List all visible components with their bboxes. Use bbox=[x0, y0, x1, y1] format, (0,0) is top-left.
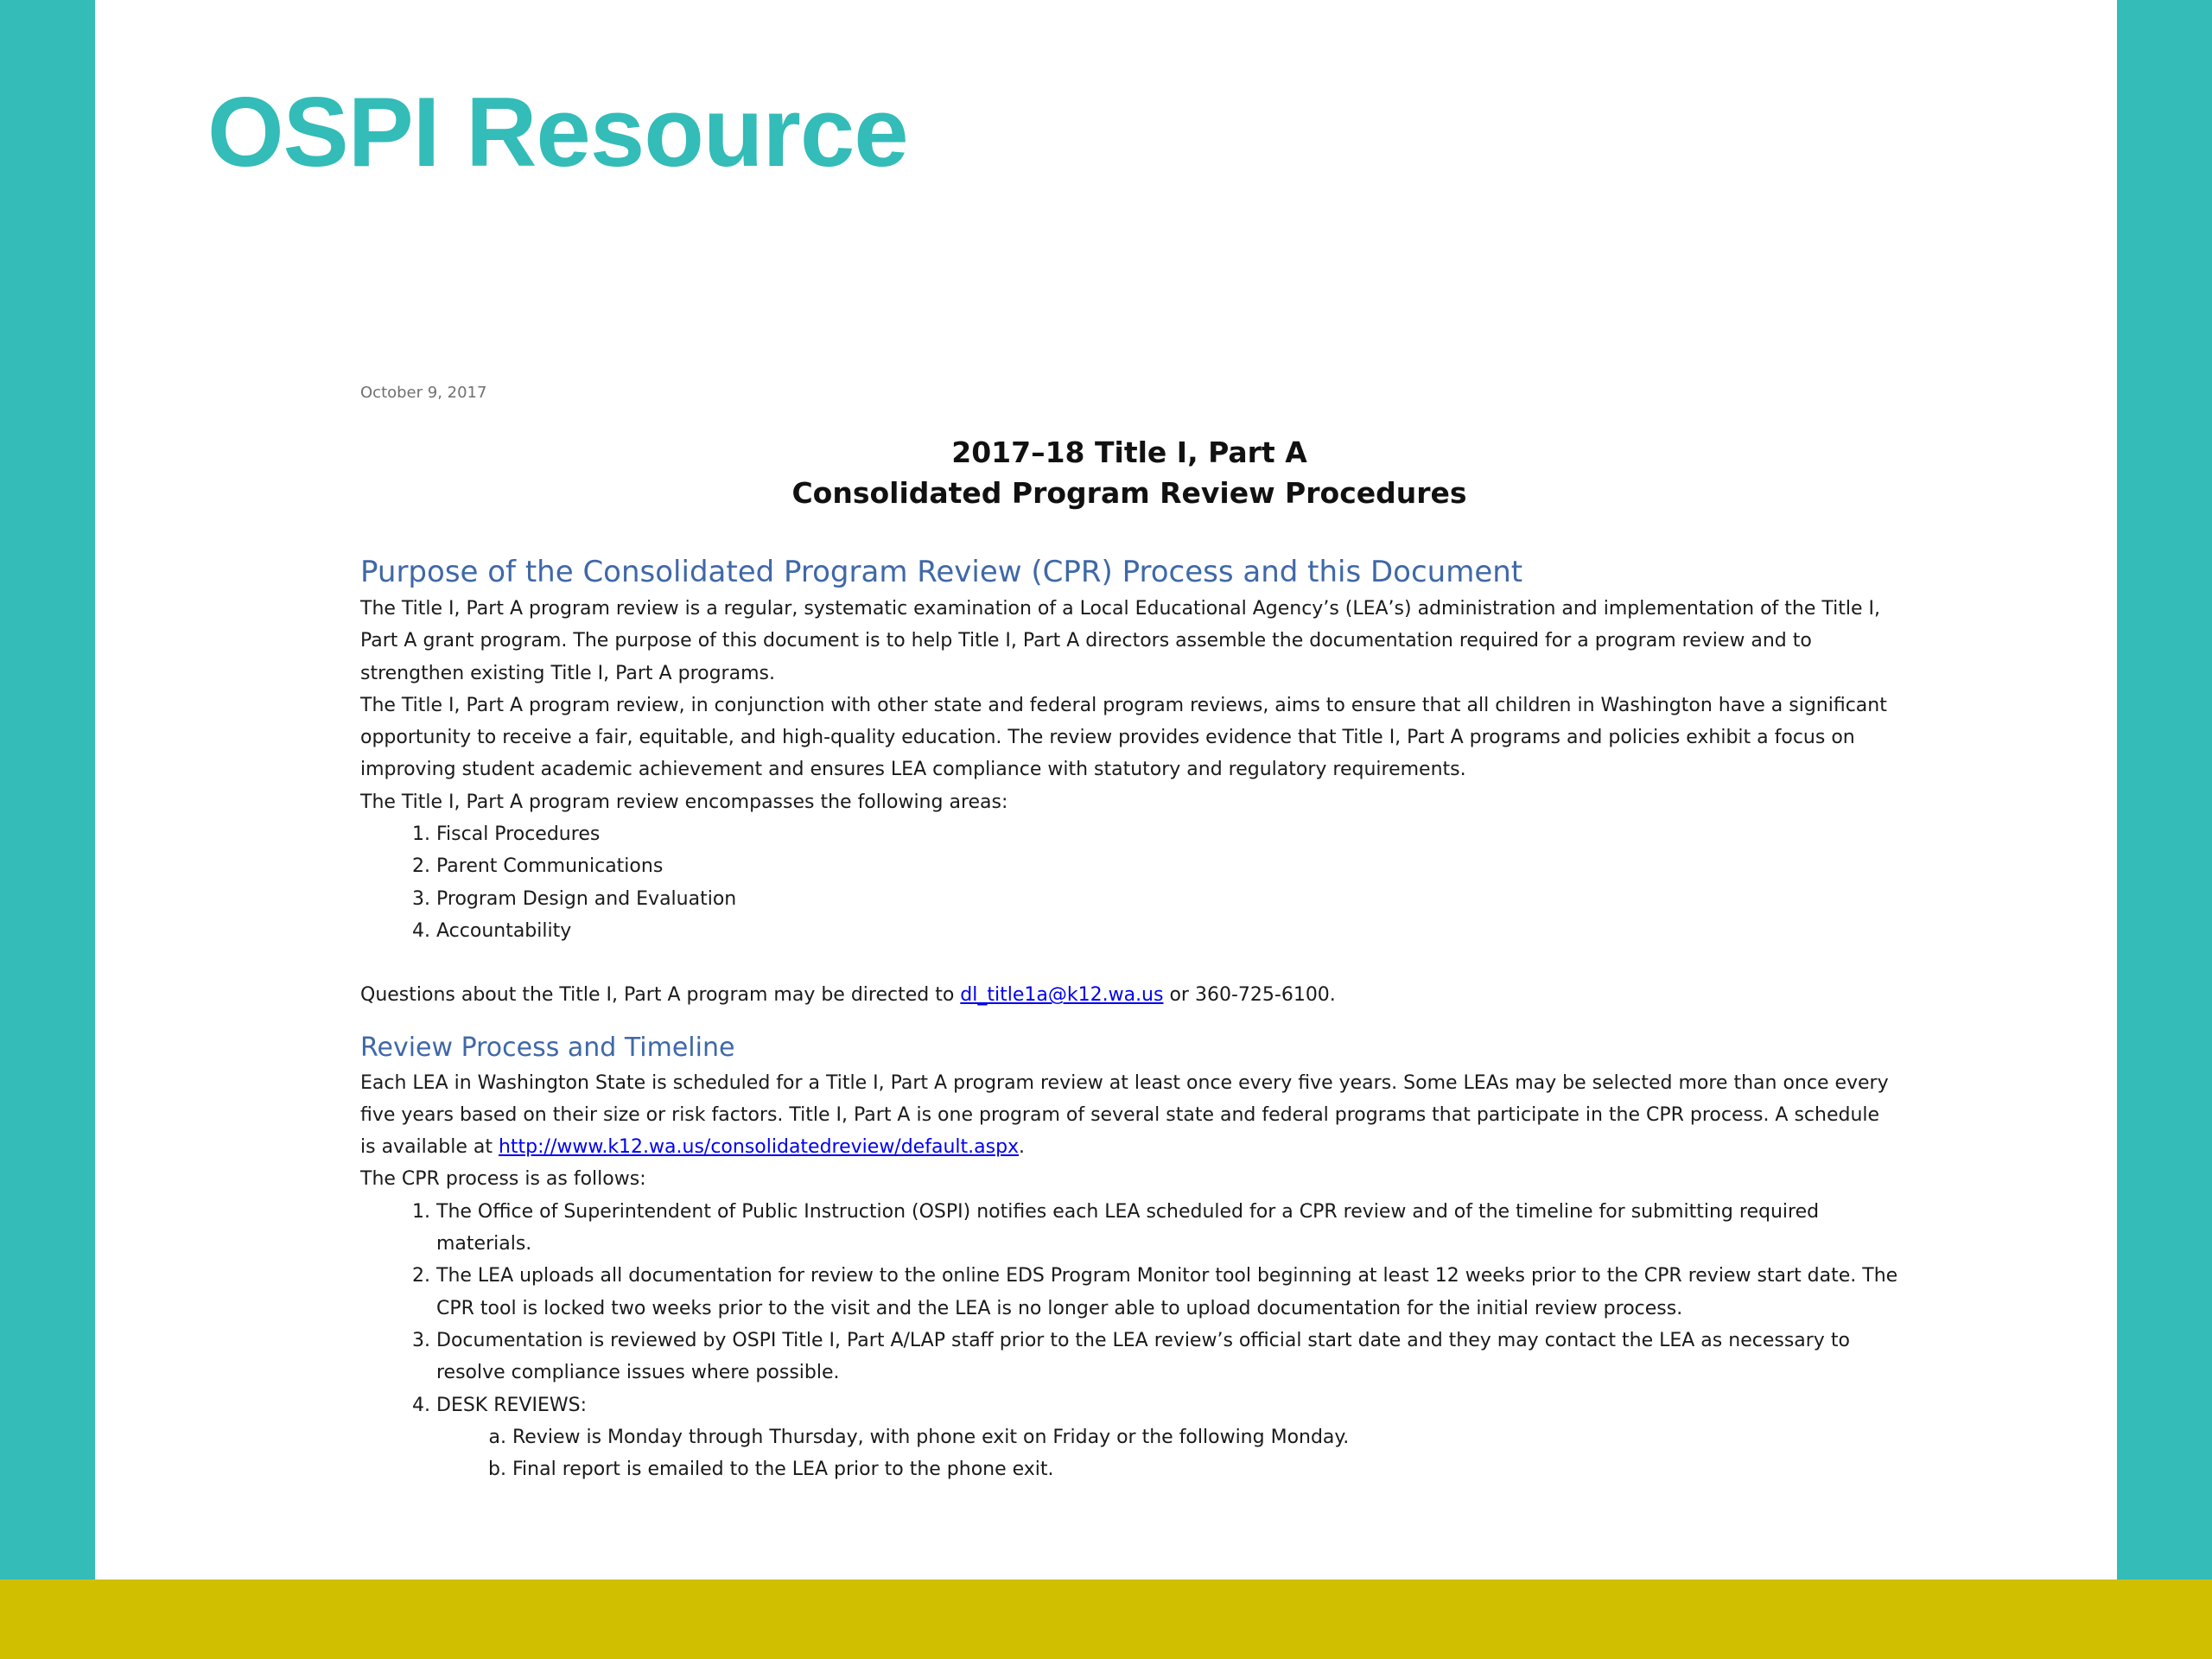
questions-paragraph bbox=[360, 979, 1898, 1011]
list-item: 3. Program Design and Evaluation bbox=[436, 883, 1898, 915]
section-heading-purpose: Purpose of the Consolidated Program Review (CPR) Process and this Document bbox=[360, 555, 1523, 589]
review-process-paragraph-1 bbox=[360, 1067, 1898, 1164]
list-item: 3. Documentation is reviewed by OSPI Title I, Part A/LAP staff prior to the LEA review’s official start date and they may contact the LEA as necessary to resolve compliance issues where possible. bbox=[436, 1325, 1898, 1389]
list-item: 4. Accountability bbox=[436, 915, 1898, 947]
list-item: a. Review is Monday through Thursday, with phone exit on Friday or the following Monday. bbox=[512, 1421, 1898, 1453]
purpose-paragraph-1: The Title I, Part A program review is a regular, systematic examination of a Local Educational Agency’s (LEA’s) administration and implementation of the Title I, Part A grant program. The purpose of this document is to help Title I, Part A directors assemble the documentation required for a program review and to strengthen existing Title I, Part A programs. bbox=[360, 598, 1880, 684]
cpr-steps-list bbox=[360, 1196, 1898, 1486]
list-item: 1. The Office of Superintendent of Public Instruction (OSPI) notifies each LEA scheduled for a CPR review and of the timeline for submitting required materials. bbox=[436, 1196, 1898, 1261]
slide-title: OSPI Resource bbox=[207, 78, 908, 188]
contact-email-link[interactable]: dl_title1a@k12.wa.us bbox=[960, 984, 1164, 1007]
purpose-paragraph-3: The Title I, Part A program review encompasses the following areas: bbox=[360, 791, 1008, 813]
document-title bbox=[360, 432, 1898, 513]
review-process-paragraph-2: The CPR process is as follows: bbox=[360, 1168, 646, 1191]
desk-reviews-label: DESK REVIEWS: bbox=[436, 1394, 587, 1416]
document-image bbox=[360, 375, 1898, 1485]
bottom-accent-bar bbox=[0, 1580, 2212, 1659]
questions-prefix: Questions about the Title I, Part A program may be directed to bbox=[360, 984, 961, 1007]
list-item: 2. Parent Communications bbox=[436, 850, 1898, 882]
review-process-text: Each LEA in Washington State is scheduled for a Title I, Part A program review at least once every five years. Some LEAs may be selected more than once every five years based on their size or risk factors. Title I, Part A is one program of several state and federal programs that participate in the CPR process. A schedule is available at bbox=[360, 1071, 1889, 1159]
list-item: 2. The LEA uploads all documentation for review to the online EDS Program Monitor tool beginning at least 12 weeks prior to the CPR review start date. The CPR tool is locked two weeks prior to the visit and the LEA is no longer able to upload documentation for the initial review process. bbox=[436, 1260, 1898, 1325]
schedule-link[interactable]: http://www.k12.wa.us/consolidatedreview/default.aspx bbox=[498, 1136, 1020, 1159]
purpose-paragraph-2: The Title I, Part A program review, in conjunction with other state and federal program reviews, aims to ensure that all children in Washington have a significant opportunity to receive a fair, equitable, and high-quality education. The review provides evidence that Title I, Part A programs and policies exhibit a focus on improving student academic achievement and ensures LEA compliance with statutory and regulatory requirements. bbox=[360, 694, 1887, 781]
list-item bbox=[436, 1389, 1898, 1486]
section-heading-review-process: Review Process and Timeline bbox=[360, 1032, 735, 1063]
document-title-line-1: 2017–18 Title I, Part A bbox=[951, 435, 1307, 469]
questions-suffix: or 360-725-6100. bbox=[1163, 984, 1336, 1007]
list-item: b. Final report is emailed to the LEA prior to the phone exit. bbox=[512, 1453, 1898, 1485]
list-item: 1. Fiscal Procedures bbox=[436, 818, 1898, 850]
review-areas-list bbox=[360, 818, 1898, 947]
review-process-end: . bbox=[1019, 1136, 1026, 1159]
document-date: October 9, 2017 bbox=[360, 384, 487, 402]
slide bbox=[95, 0, 2117, 1580]
document-title-line-2: Consolidated Program Review Procedures bbox=[791, 476, 1467, 510]
desk-reviews-list bbox=[436, 1421, 1898, 1486]
